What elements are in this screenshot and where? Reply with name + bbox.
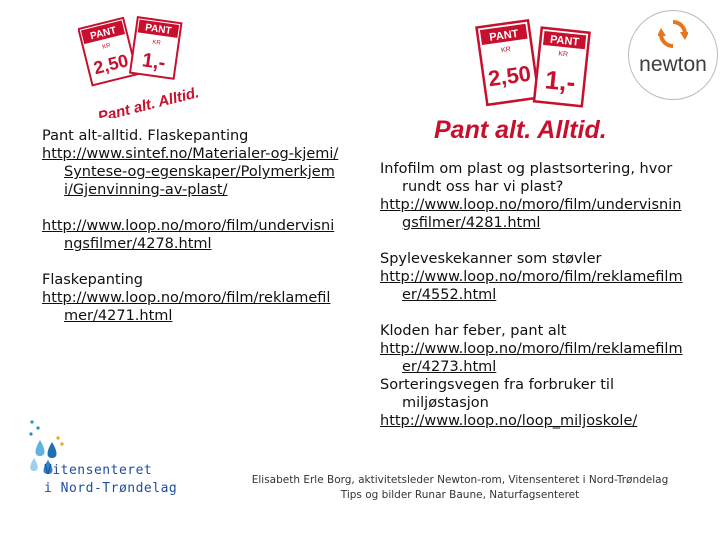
rtag1-amount: 2,50 (486, 60, 533, 92)
credits-line-2: Tips og bilder Runar Baune, Naturfagsenteret (340, 489, 580, 501)
recycle-arrows-icon (658, 19, 688, 49)
tag2-word: PANT (144, 22, 173, 37)
tag1-word: PANT (89, 25, 118, 43)
loop-miljoskole-link[interactable]: http://www.loop.no/loop_miljoskole/ (380, 413, 638, 429)
right-item-4-title: Sorteringsvegen fra forbruker til miljøstasjon (380, 377, 614, 411)
pant-tags-icon (78, 8, 198, 118)
credits (240, 473, 680, 503)
vitensenteret-line-1: Vitensenteret (44, 463, 153, 478)
pant-tags-large-icon (430, 10, 630, 145)
newton-wordmark: newton (639, 53, 707, 76)
pant-logo-right (430, 10, 630, 145)
loop-link-4552[interactable]: http://www.loop.no/moro/film/reklamefilmer/4552.html (380, 269, 683, 303)
right-item-2-title: Spyleveskekanner som støvler (380, 251, 602, 267)
credits-line-1: Elisabeth Erle Borg, aktivitetsleder Newton-rom, Vitensenteret i Nord-Trøndelag (251, 474, 669, 486)
right-column (380, 160, 685, 430)
pant-logo-left (78, 8, 198, 118)
sintef-link[interactable]: http://www.sintef.no/Materialer-og-kjemi/Syntese-og-egenskaper/Polymerkjemi/Gjenvinning-av-plast/ (42, 146, 339, 198)
left-logo-slogan: Pant alt. Alltid. (96, 84, 198, 118)
rtag1-kr: KR (500, 46, 512, 55)
left-item-1-title: Pant alt-alltid. Flaskepanting (42, 128, 249, 144)
right-item-1-title: Infofilm om plast og plastsortering, hvor rundt oss har vi plast? (380, 161, 673, 195)
tag2-kr: KR (151, 39, 161, 47)
vitensenteret-logo (28, 418, 188, 508)
newton-logo (628, 10, 718, 100)
rtag1-word: PANT (488, 27, 520, 44)
loop-link-4271[interactable]: http://www.loop.no/moro/film/reklamefilmer/4271.html (42, 290, 331, 324)
vitensenteret-line-2: i Nord-Trøndelag (44, 481, 178, 496)
loop-link-4278[interactable]: http://www.loop.no/moro/film/undervisningsfilmer/4278.html (42, 218, 335, 252)
right-logo-slogan: Pant alt. Alltid. (434, 116, 607, 144)
rtag2-kr: KR (557, 50, 569, 59)
tag2-amount: 1,- (140, 49, 167, 75)
right-item-3-title: Kloden har feber, pant alt (380, 323, 567, 339)
loop-link-4281[interactable]: http://www.loop.no/moro/film/undervisningsfilmer/4281.html (380, 197, 682, 231)
left-column (42, 127, 342, 325)
rtag2-word: PANT (549, 33, 580, 49)
tag1-kr: KR (101, 42, 112, 51)
tag1-amount: 2,50 (91, 50, 131, 79)
rtag2-amount: 1,- (543, 64, 577, 98)
loop-link-4273[interactable]: http://www.loop.no/moro/film/reklamefilmer/4273.html (380, 341, 683, 375)
left-item-3-title: Flaskepanting (42, 272, 143, 288)
